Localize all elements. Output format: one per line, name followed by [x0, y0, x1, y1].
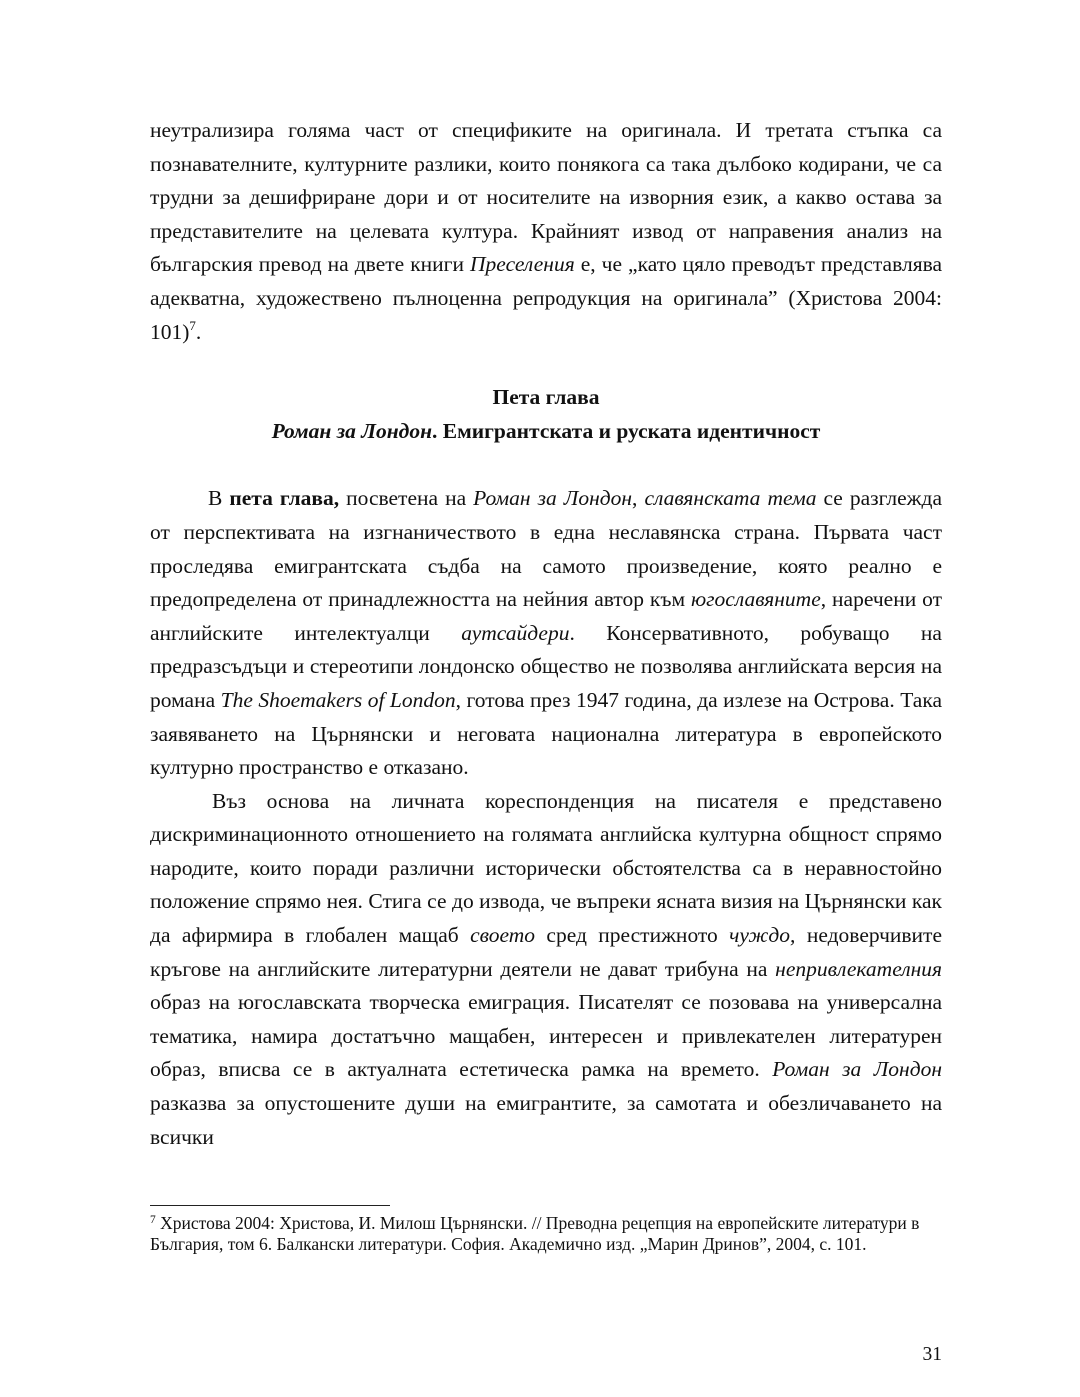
p2-text-2: посветена на — [339, 486, 474, 511]
paragraph-three — [150, 785, 942, 1155]
intro-text-1: неутрализира голяма част от спецификите на оригинала. И третата стъпка са познавателните, културните разлики, които понякога са така дълбоко кодирани, че са трудни за дешифриране дори и от носителите на изворния език, а какво остава за представителите на целевата култура. Крайният извод от направения анализ на българския превод на двете книги — [150, 118, 942, 277]
paragraph-intro — [150, 114, 942, 349]
footnote-text: Христова 2004: Христова, И. Милош Църнянски. // Преводна рецепция на европейските литератури в България, том 6. Балкански литератури. София. Академично изд. „Марин Дринов”, 2004, с. 101. — [150, 1213, 920, 1254]
p3-text-4: образ на югославската творческа емиграция. Писателят се позовава на универсална тематика, намира достатъчно мащабен, интересен и привлекателен литературен образ, вписва се в актуалната естетическа рамка на времето. — [150, 990, 942, 1082]
p2-italic-2: славянската тема — [644, 486, 817, 511]
p3-italic-1: своето — [470, 923, 536, 948]
chapter-body — [150, 482, 942, 1154]
p3-text-2: сред престижното — [535, 923, 730, 948]
chapter-subtitle — [150, 415, 942, 449]
footnote — [150, 1213, 942, 1254]
p3-italic-3: непривлекателния — [775, 956, 942, 981]
chapter-subtitle-rest: . Емигрантската и руската идентичност — [432, 418, 821, 443]
footnote-ref: 7 — [189, 317, 196, 333]
page-body — [150, 114, 942, 1154]
p3-text-3: недоверчивите кръгове на английските литературни деятели не дават трибуна на — [150, 923, 942, 981]
intro-text-3: . — [195, 319, 202, 344]
p2-text-1: В — [208, 486, 230, 511]
chapter-subtitle-italic: Роман за Лондон — [271, 418, 433, 443]
p2-text-5: , наречени от английските интелектуалци — [150, 587, 942, 645]
book-title-preselenia: Преселения — [470, 252, 575, 277]
p2-text-7: , готова през 1947 година, да излезе на Острова. Така заявяването на Църнянски и неговата национална литература в европейското културно пространство е отказано. — [150, 687, 942, 780]
p3-italic-2: чуждо, — [729, 923, 796, 948]
p2-text-4: се разглежда от перспективата на изгнаничеството в една неславянска страна. Първата част проследява емигрантската съдба на самото произведение, която реално е предопределена от принадлежността на нейния автор към — [150, 486, 942, 612]
p3-text-5: разказва за опустошените души на емигрантите, за самотата и обезличаването на всички — [150, 1091, 942, 1149]
p3-text-1: Въз основа на личната кореспонденция на писателя е представено дискриминационното отношението на голямата английска културна общност спрямо народите, които поради различни исторически обстоятелства са в неравностойно положение спрямо нея. Стига се до извода, че въпреки ясната визия на Църнянски как да афирмира в глобален мащаб — [150, 788, 942, 948]
chapter-title: Пета глава — [492, 385, 600, 410]
p2-text-3: , — [632, 486, 645, 511]
p2-italic-4: аутсайдери — [461, 620, 570, 645]
p2-text-6: . Консервативното, робуващо на предразсъдъци и стереотипи лондонско общество не позволява английската версия на романа — [150, 620, 942, 712]
p2-italic-5: The Shoemakers of London — [220, 687, 456, 712]
intro-text-2: е, че „като цяло преводът представлява адекватна, художествено пълноценна репродукция на оригинала” (Христова 2004: 101) — [150, 252, 942, 344]
page-number: 31 — [922, 1344, 942, 1365]
paragraph-two — [150, 482, 942, 784]
footnote-separator — [150, 1205, 390, 1206]
p2-italic-1: Роман за Лондон — [473, 486, 633, 511]
p2-italic-3: югославяните — [691, 587, 821, 612]
p3-italic-4: Роман за Лондон — [772, 1057, 942, 1082]
p2-bold-1: пета глава, — [229, 486, 340, 511]
footnote-number: 7 — [150, 1214, 156, 1226]
